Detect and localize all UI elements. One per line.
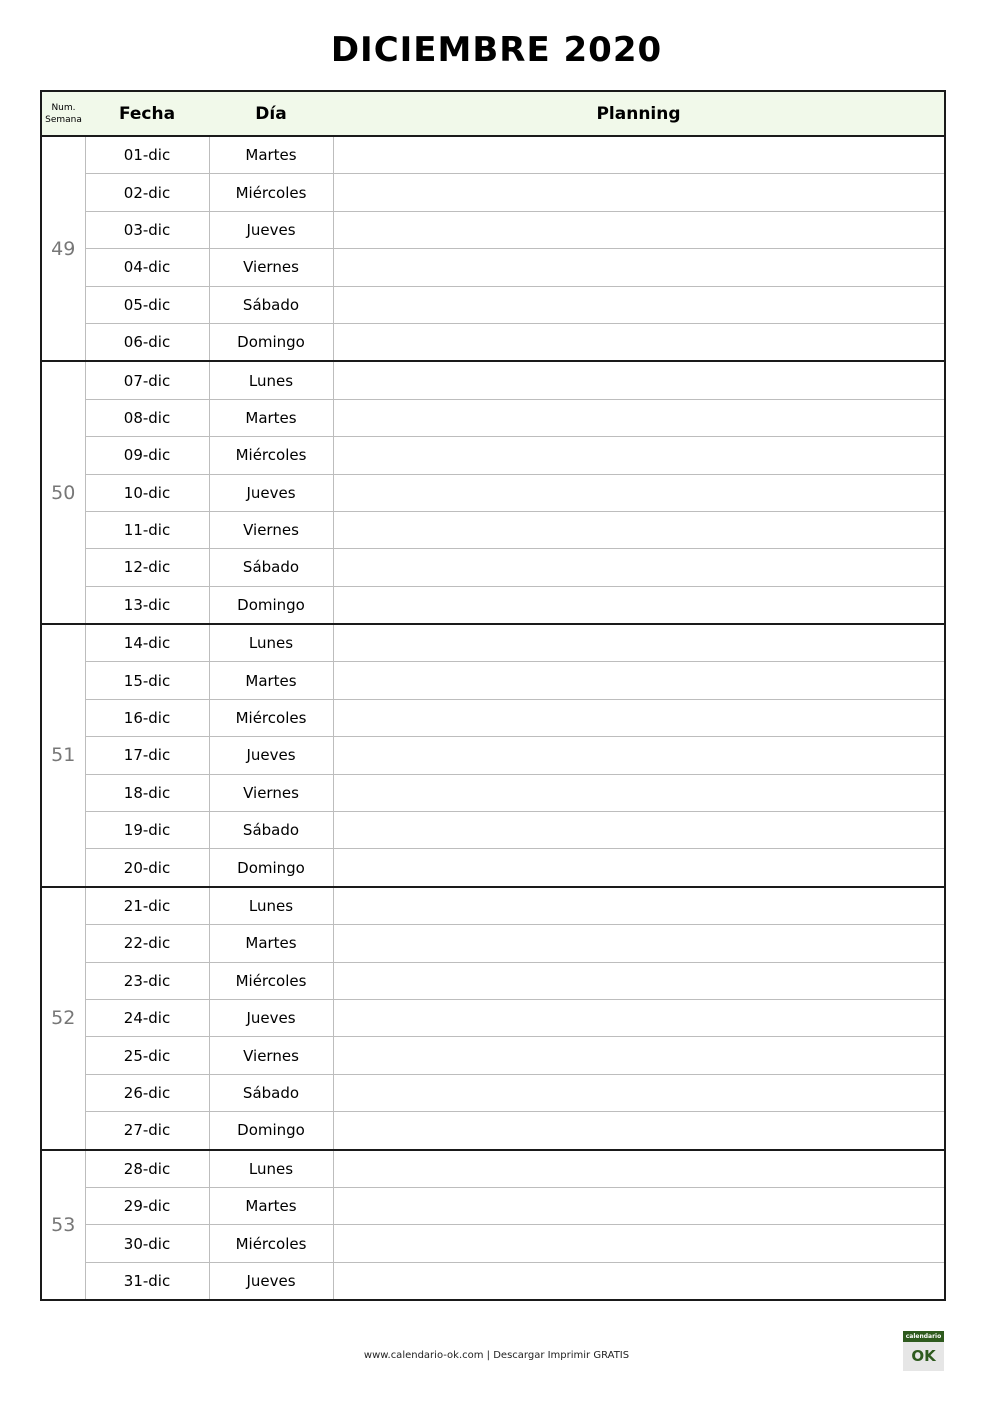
day-cell: Sábado	[209, 549, 333, 586]
week-number: 51	[41, 624, 85, 887]
day-cell: Miércoles	[209, 1225, 333, 1262]
planning-cell[interactable]	[333, 361, 945, 399]
day-cell: Miércoles	[209, 174, 333, 211]
day-cell: Miércoles	[209, 437, 333, 474]
day-cell: Domingo	[209, 849, 333, 887]
planning-cell[interactable]	[333, 887, 945, 925]
date-cell: 15-dic	[85, 662, 209, 699]
planning-cell[interactable]	[333, 1262, 945, 1300]
day-cell: Jueves	[209, 211, 333, 248]
table-row	[41, 174, 945, 211]
date-cell: 28-dic	[85, 1150, 209, 1188]
logo-top-text: calendario	[903, 1331, 944, 1342]
day-cell: Jueves	[209, 474, 333, 511]
date-cell: 04-dic	[85, 249, 209, 286]
planning-cell[interactable]	[333, 662, 945, 699]
day-cell: Lunes	[209, 1150, 333, 1188]
day-cell: Lunes	[209, 887, 333, 925]
day-cell: Martes	[209, 662, 333, 699]
table-row	[41, 511, 945, 548]
planning-cell[interactable]	[333, 174, 945, 211]
planning-cell[interactable]	[333, 399, 945, 436]
day-cell: Jueves	[209, 999, 333, 1036]
table-row	[41, 586, 945, 624]
planning-cell[interactable]	[333, 511, 945, 548]
table-header-row	[41, 91, 945, 136]
day-cell: Sábado	[209, 1074, 333, 1111]
day-cell: Domingo	[209, 586, 333, 624]
planning-cell[interactable]	[333, 437, 945, 474]
date-cell: 30-dic	[85, 1225, 209, 1262]
planning-cell[interactable]	[333, 1150, 945, 1188]
planning-cell[interactable]	[333, 737, 945, 774]
table-row	[41, 962, 945, 999]
week-number: 53	[41, 1150, 85, 1301]
date-cell: 12-dic	[85, 549, 209, 586]
day-cell: Jueves	[209, 1262, 333, 1300]
planning-cell[interactable]	[333, 624, 945, 662]
date-cell: 01-dic	[85, 136, 209, 174]
day-cell: Viernes	[209, 249, 333, 286]
date-cell: 08-dic	[85, 399, 209, 436]
planning-cell[interactable]	[333, 1112, 945, 1150]
table-row	[41, 925, 945, 962]
table-row	[41, 474, 945, 511]
day-cell: Sábado	[209, 812, 333, 849]
table-row	[41, 1225, 945, 1262]
date-cell: 26-dic	[85, 1074, 209, 1111]
table-row	[41, 1187, 945, 1224]
calendario-ok-logo	[903, 1331, 944, 1371]
day-cell: Martes	[209, 1187, 333, 1224]
week-number: 50	[41, 361, 85, 624]
date-cell: 13-dic	[85, 586, 209, 624]
table-row	[41, 286, 945, 323]
planning-cell[interactable]	[333, 549, 945, 586]
page-title: DICIEMBRE 2020	[330, 30, 663, 70]
date-cell: 21-dic	[85, 887, 209, 925]
day-cell: Viernes	[209, 511, 333, 548]
day-header: Día	[209, 91, 333, 136]
planning-cell[interactable]	[333, 474, 945, 511]
day-cell: Jueves	[209, 737, 333, 774]
table-row	[41, 1074, 945, 1111]
table-row	[41, 437, 945, 474]
planning-cell[interactable]	[333, 999, 945, 1036]
week-header-line-2: Semana	[45, 114, 82, 125]
date-cell: 03-dic	[85, 211, 209, 248]
table-row	[41, 737, 945, 774]
planning-cell[interactable]	[333, 136, 945, 174]
planning-cell[interactable]	[333, 1074, 945, 1111]
table-row	[41, 211, 945, 248]
table-body	[41, 136, 945, 1300]
week-header-line-1: Num.	[51, 102, 76, 113]
planning-cell[interactable]	[333, 1037, 945, 1074]
table-row	[41, 887, 945, 925]
planning-cell[interactable]	[333, 586, 945, 624]
table-row	[41, 549, 945, 586]
date-cell: 05-dic	[85, 286, 209, 323]
day-cell: Lunes	[209, 361, 333, 399]
planning-header: Planning	[333, 91, 945, 136]
date-cell: 11-dic	[85, 511, 209, 548]
date-cell: 16-dic	[85, 699, 209, 736]
day-cell: Miércoles	[209, 962, 333, 999]
table-row	[41, 624, 945, 662]
table-row	[41, 662, 945, 699]
day-cell: Martes	[209, 136, 333, 174]
date-cell: 24-dic	[85, 999, 209, 1036]
day-cell: Sábado	[209, 286, 333, 323]
table-row	[41, 136, 945, 174]
planning-cell[interactable]	[333, 249, 945, 286]
table-row	[41, 1037, 945, 1074]
table-row	[41, 999, 945, 1036]
planning-cell[interactable]	[333, 699, 945, 736]
day-cell: Miércoles	[209, 699, 333, 736]
logo-ok-text: OK	[911, 1347, 936, 1365]
table-row	[41, 849, 945, 887]
date-cell: 25-dic	[85, 1037, 209, 1074]
date-cell: 20-dic	[85, 849, 209, 887]
date-cell: 27-dic	[85, 1112, 209, 1150]
table-row	[41, 774, 945, 811]
planning-cell[interactable]	[333, 962, 945, 999]
day-cell: Lunes	[209, 624, 333, 662]
date-cell: 22-dic	[85, 925, 209, 962]
footer-text: www.calendario-ok.com | Descargar Imprimir GRATIS	[363, 1350, 630, 1361]
table-row	[41, 323, 945, 361]
planning-cell[interactable]	[333, 323, 945, 361]
table-row	[41, 399, 945, 436]
date-cell: 06-dic	[85, 323, 209, 361]
table-row	[41, 699, 945, 736]
week-number: 52	[41, 887, 85, 1150]
planning-cell[interactable]	[333, 925, 945, 962]
date-cell: 09-dic	[85, 437, 209, 474]
planning-cell[interactable]	[333, 774, 945, 811]
planning-cell[interactable]	[333, 286, 945, 323]
date-cell: 29-dic	[85, 1187, 209, 1224]
day-cell: Martes	[209, 925, 333, 962]
planning-cell[interactable]	[333, 1187, 945, 1224]
date-cell: 07-dic	[85, 361, 209, 399]
planning-cell[interactable]	[333, 211, 945, 248]
week-number-header	[41, 91, 85, 136]
day-cell: Domingo	[209, 323, 333, 361]
week-number: 49	[41, 136, 85, 361]
date-cell: 10-dic	[85, 474, 209, 511]
day-cell: Viernes	[209, 774, 333, 811]
planning-cell[interactable]	[333, 849, 945, 887]
planning-cell[interactable]	[333, 1225, 945, 1262]
date-cell: 02-dic	[85, 174, 209, 211]
date-cell: 19-dic	[85, 812, 209, 849]
day-cell: Viernes	[209, 1037, 333, 1074]
date-header: Fecha	[85, 91, 209, 136]
table-row	[41, 361, 945, 399]
table-row	[41, 1112, 945, 1150]
table-row	[41, 812, 945, 849]
date-cell: 18-dic	[85, 774, 209, 811]
table-row	[41, 1150, 945, 1188]
table-row	[41, 1262, 945, 1300]
date-cell: 17-dic	[85, 737, 209, 774]
planning-cell[interactable]	[333, 812, 945, 849]
date-cell: 23-dic	[85, 962, 209, 999]
table-row	[41, 249, 945, 286]
day-cell: Domingo	[209, 1112, 333, 1150]
planning-table	[40, 90, 946, 1301]
day-cell: Martes	[209, 399, 333, 436]
date-cell: 14-dic	[85, 624, 209, 662]
date-cell: 31-dic	[85, 1262, 209, 1300]
